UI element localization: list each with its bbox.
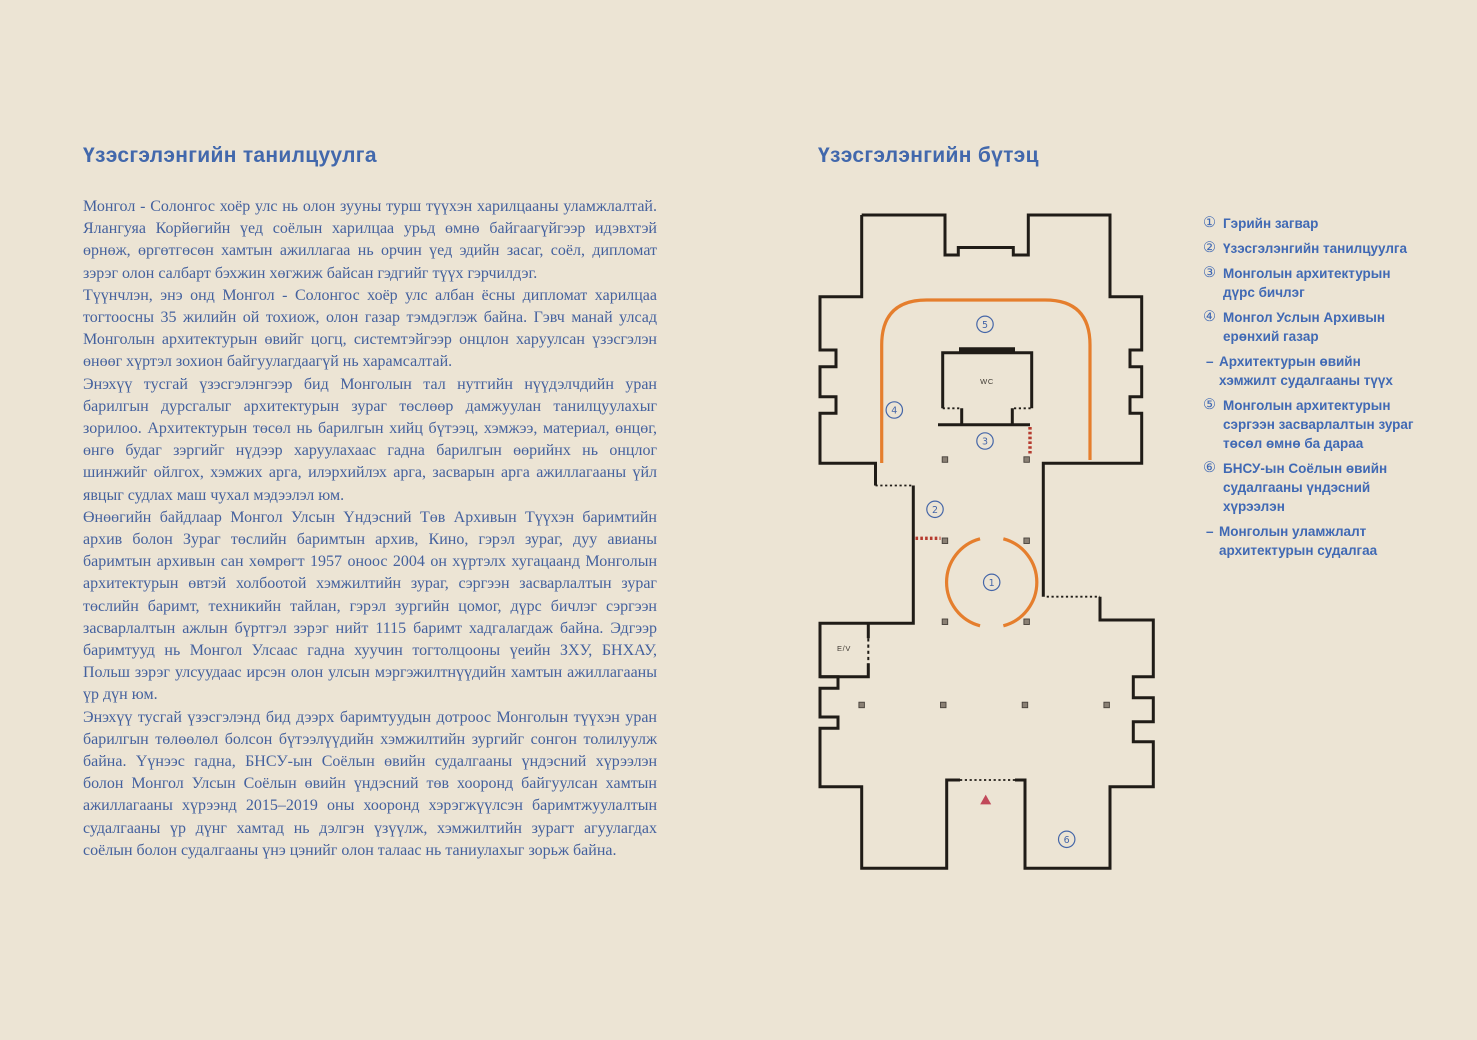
plan-legend: [1203, 214, 1415, 566]
entrance-triangle: [980, 795, 991, 805]
svg-text:6: 6: [1063, 834, 1070, 846]
legend-label: Монголын архитектурын сэргээн засварлалтын зураг төсөл өмнө ба дараа: [1223, 398, 1414, 451]
legend-sub-label: Монголын уламжлалт архитектурын судалгаа: [1219, 524, 1378, 558]
floor-plan: [800, 195, 1190, 895]
legend-marker-6: ⑥: [1203, 460, 1216, 476]
legend-marker-3: ③: [1203, 265, 1216, 281]
legend-subitem-4a: [1206, 352, 1415, 390]
red-dashed-passages: [916, 427, 1031, 538]
legend-item-5: [1203, 396, 1415, 453]
svg-text:1: 1: [988, 577, 995, 589]
legend-marker-4: ④: [1203, 309, 1216, 325]
zone-marker-5: [977, 316, 993, 332]
legend-item-3: [1203, 264, 1415, 302]
intro-paragraph: Монгол - Солонгос хоёр улс нь олон зууны турш түүхэн харилцааны уламжлалтай. Ялангуяа Корйөгийн үед соёлын харилцаа урьд өмнө байгаагүйгээр идэвхтэй өрнөж, өргөтгөсөн хамтын ажиллагаа нь орчин үед эдийн засаг, соёл, дипломат зэрэг олон салбарт бэхжин хөгжиж байсан гэдгийг түүх гэрчилдэг.: [83, 198, 657, 282]
intro-paragraph: Түүнчлэн, энэ онд Монгол - Солонгос хоёр улс албан ёсны дипломат харилцаа тогтоосны 35 жилийн ой тохиож, олон газар тэмдэглэж байна. Гэвч манай улсад Монголын архитектурын өвийг цогц, системтэйгээр онцлон харуулсан үзэсгэлэн өнөөг хүртэл зохион байгуулагдаагүй нь харамсалтай.: [83, 286, 657, 371]
svg-text:4: 4: [891, 405, 898, 417]
legend-label: Монгол Услын Архивын ерөнхий газар: [1223, 310, 1385, 344]
right-page-title: Үзэсгэлэнгийн бүтэц: [818, 144, 1039, 168]
zone-marker-1: [984, 574, 1000, 590]
legend-label: Монголын архитектурын дүрс бичлэг: [1223, 266, 1391, 300]
intro-paragraph: Өнөөгийн байдлаар Монгол Улсын Үндэсний Төв Архивын Түүхэн баримтийн архив болон Зураг төслийн баримтын архив, Кино, гэрэл зураг, дуу авианы баримтын архивын сан хөмрөгт 1957 оноос 2004 он хүртэлх хугацаанд Монголын архитектурын өвтэй холбоотой хэмжилтийн зураг, сэргээн засварлалтын зураг төслийн баримт, техникийн тайлан, гэрэл зургийн цомог, дүрс бичлэг сэргээн засварлалтын ажлын бүртгэл зэрэг нийт 1115 баримт хадгалагдаж байна. Эдгээр баримтууд нь Монгол Улсаас гадна хуучин тогтолцооны үеийн ЗХУ, БНХАУ, Польш зэрэг улсуудаас ирсэн олон улсын мэргэжилтнүүдийн хамтын ажиллагааны үр дүн юм.: [83, 508, 657, 704]
legend-marker-1: ①: [1203, 215, 1216, 231]
zone-marker-6: [1059, 831, 1075, 847]
legend-label: Гэрийн загвар: [1223, 216, 1319, 231]
legend-item-4: [1203, 308, 1415, 346]
legend-marker-2: ②: [1203, 240, 1216, 256]
intro-paragraph: Энэхүү тусгай үзэсгэлэнгээр бид Монголын тал нутгийн нүүдэлчдийн уран барилгын дурсгалыг архитектурын зураг төслөөр дамжуулан танилцуулахыг зорилоо. Архитектурын төсөл нь барилгын хийц бүтээц, хэмжээ, материал, өнцөг, өнгө будаг зэргийг нүдээр харуулахаас гадна барилгын өөрийнх нь онцлог шинжийг ойлгох, хэмжих арга, илэрхийлэх арга, засварын арга ажиллагааны үйл явцыг судлах маш чухал мэдээлэл юм.: [83, 375, 657, 504]
legend-label: Үзэсгэлэнгийн танилцуулга: [1223, 241, 1408, 256]
legend-subitem-6a: [1206, 522, 1415, 560]
svg-text:5: 5: [981, 319, 989, 331]
wc-room: [938, 350, 1032, 425]
wc-label: WC: [980, 377, 994, 386]
ev-label: E/V: [837, 644, 851, 653]
legend-sub-dash: –: [1206, 354, 1214, 369]
zone-marker-2: [927, 501, 943, 517]
legend-sub-label: Архитектурын өвийн хэмжилт судалгааны түүх: [1219, 354, 1393, 388]
legend-item-2: [1203, 239, 1415, 258]
intro-text-block: [83, 196, 657, 862]
route-circle-left-arc: [947, 539, 980, 626]
intro-paragraph: Энэхүү тусгай үзэсгэлэнд бид дээрх баримтуудын дотроос Монголын түүхэн уран барилгын төлөөлөл болсон бүтээлүүдийн хэмжилтийн зургийг сонгон толилуулж байна. Үүнээс гадна, БНСУ-ын Соёлын өвийн судалгааны үндэсний хүрээлэн болон Монгол Улсын Соёлын өвийн үндэсний төв хооронд байгуулсан хамтын ажиллагааны хүрээнд 2015–2019 оны хооронд хэрэгжүүлсэн баримтжуулалтын судалгааны үр дүнг хамтад нь дэлгэн үзүүлж, хэмжилтийн зурагт агуулагдах соёлын болон судалгааны үнэ цэнийг олон талаас нь таниулахыг зорьж байна.: [83, 708, 657, 859]
legend-label: БНСУ-ын Соёлын өвийн судалгааны үндэсний хүрээлэн: [1223, 461, 1388, 514]
column-squares: [859, 457, 1110, 708]
legend-marker-5: ⑤: [1203, 397, 1216, 413]
zone-marker-3: [977, 433, 993, 449]
outer-walls: [820, 215, 1153, 868]
left-page-title: Үзэсгэлэнгийн танилцуулга: [83, 144, 377, 168]
svg-text:2: 2: [931, 504, 939, 516]
legend-item-1: [1203, 214, 1415, 233]
elevator-room: [820, 623, 868, 676]
legend-sub-dash: –: [1206, 524, 1214, 539]
svg-text:3: 3: [981, 436, 989, 448]
zone-marker-4: [886, 402, 902, 418]
route-circle-right-arc: [1003, 539, 1036, 626]
legend-item-6: [1203, 459, 1415, 516]
